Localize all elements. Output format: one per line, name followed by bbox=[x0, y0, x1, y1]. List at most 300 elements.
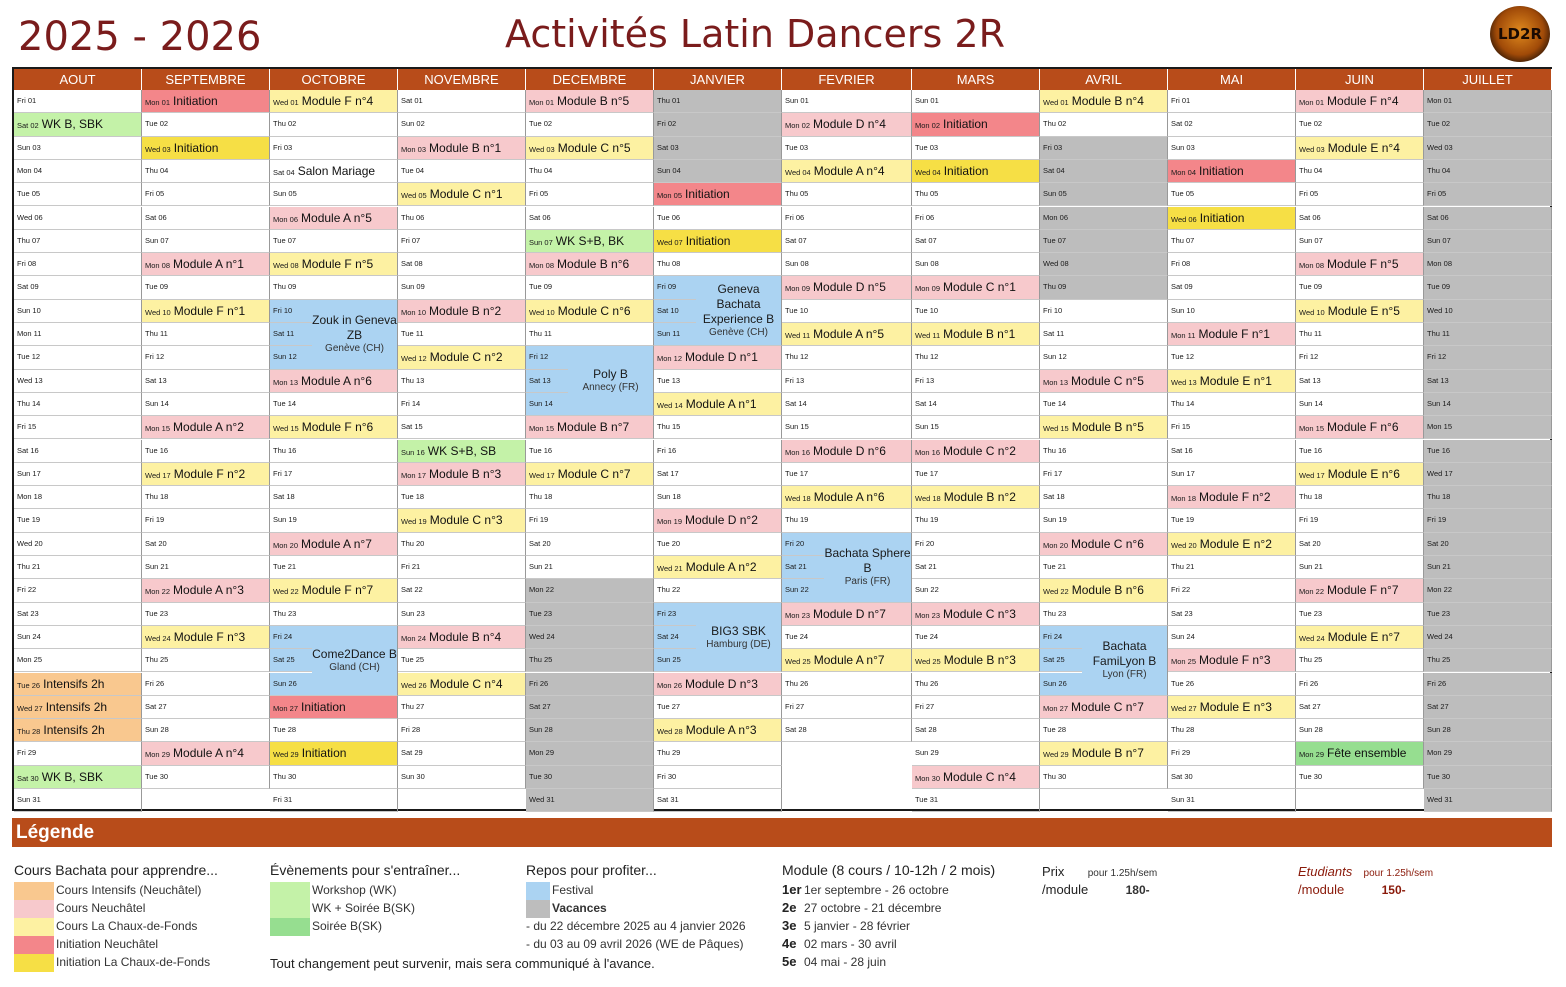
module-range: 5 janvier - 28 février bbox=[804, 919, 911, 933]
day-date: Sun 21 bbox=[145, 562, 169, 571]
price-label: Prix bbox=[1042, 864, 1065, 879]
day-cell bbox=[1296, 486, 1424, 509]
day-date: Thu 26 bbox=[785, 678, 809, 688]
day-event: Module F n°3 bbox=[1199, 653, 1271, 668]
festival-title: BIG3 SBK bbox=[711, 623, 766, 638]
day-cell bbox=[1424, 416, 1552, 439]
month-header: AVRIL bbox=[1040, 69, 1168, 90]
day-cell bbox=[1424, 393, 1552, 416]
day-cell bbox=[912, 160, 1040, 183]
day-date: Sat 20 bbox=[145, 538, 167, 548]
day-date: Fri 26 bbox=[1299, 678, 1319, 688]
day-cell bbox=[1168, 463, 1296, 486]
day-date: Sat 27 bbox=[145, 701, 167, 711]
legend-swatch bbox=[14, 936, 54, 954]
day-event: Module B n°6 bbox=[1071, 583, 1144, 598]
day-date: Tue 02 bbox=[529, 119, 553, 129]
day-cell bbox=[912, 276, 1040, 299]
day-event: Module B n°5 bbox=[557, 94, 630, 108]
day-cell bbox=[782, 113, 912, 136]
day-date: Fri 10 bbox=[1043, 305, 1063, 315]
day-event: Module F n°1 bbox=[1198, 327, 1270, 341]
day-date: Thu 05 bbox=[915, 189, 939, 199]
day-cell bbox=[1168, 370, 1296, 393]
day-cell bbox=[1424, 719, 1552, 742]
day-cell bbox=[1168, 113, 1296, 136]
day-date: Sun 31 bbox=[1171, 795, 1195, 804]
day-cell bbox=[270, 486, 398, 509]
day-date: Thu 18 bbox=[1427, 492, 1451, 502]
day-cell bbox=[782, 346, 912, 369]
day-cell bbox=[1296, 673, 1424, 696]
day-cell bbox=[526, 230, 654, 253]
day-cell bbox=[526, 719, 654, 742]
month-header: DECEMBRE bbox=[526, 69, 654, 90]
festival-location: Gland (CH) bbox=[329, 661, 380, 673]
day-event: Module F n°7 bbox=[301, 583, 374, 598]
day-event: Module A n°4 bbox=[813, 163, 885, 178]
day-cell bbox=[654, 463, 782, 486]
day-date: Sun 19 bbox=[1043, 515, 1067, 525]
day-cell bbox=[1168, 719, 1296, 742]
day-cell bbox=[912, 766, 1040, 789]
day-cell bbox=[1040, 719, 1168, 742]
day-event: Module A n°1 bbox=[685, 396, 757, 411]
day-event: Module A n°5 bbox=[813, 327, 885, 341]
day-date: Sat 01 bbox=[401, 96, 423, 105]
day-event: Module D n°3 bbox=[685, 676, 758, 691]
day-cell bbox=[270, 393, 398, 416]
day-cell bbox=[1296, 207, 1424, 230]
day-cell bbox=[1424, 370, 1552, 393]
day-date: Sat 13 bbox=[145, 375, 167, 385]
day-date: Sat 06 bbox=[1299, 212, 1321, 222]
day-cell bbox=[1424, 696, 1552, 719]
day-cell bbox=[1040, 276, 1168, 299]
day-date: Thu 30 bbox=[273, 771, 297, 781]
day-cell bbox=[912, 207, 1040, 230]
day-cell bbox=[1168, 556, 1296, 579]
day-date: Sun 08 bbox=[915, 259, 939, 269]
day-date: Sat 29 bbox=[401, 748, 423, 758]
legend-swatch bbox=[270, 918, 310, 936]
day-cell bbox=[1424, 766, 1552, 789]
day-cell bbox=[398, 579, 526, 602]
day-date: Tue 23 bbox=[529, 608, 553, 618]
day-cell bbox=[142, 113, 270, 136]
club-logo bbox=[1490, 6, 1550, 62]
day-event: Module F n°2 bbox=[1199, 490, 1271, 505]
day-cell bbox=[526, 556, 654, 579]
day-date: Fri 08 bbox=[17, 259, 37, 269]
day-cell bbox=[398, 113, 526, 136]
day-date: Fri 01 bbox=[1171, 96, 1191, 105]
day-date: Thu 21 bbox=[1171, 562, 1195, 571]
day-cell bbox=[1296, 370, 1424, 393]
day-cell bbox=[142, 556, 270, 579]
day-cell bbox=[1296, 346, 1424, 369]
day-date: Tue 11 bbox=[401, 329, 424, 338]
day-cell bbox=[782, 416, 912, 439]
day-date: Mon 03 bbox=[401, 144, 427, 154]
day-cell bbox=[526, 579, 654, 602]
day-date: Mon 13 bbox=[1043, 377, 1069, 387]
day-date: Sun 03 bbox=[1171, 142, 1195, 152]
day-date: Sun 03 bbox=[17, 142, 41, 152]
day-event: Module C n°1 bbox=[943, 280, 1016, 295]
day-cell bbox=[1424, 183, 1552, 206]
day-cell bbox=[1168, 673, 1296, 696]
day-date: Mon 05 bbox=[657, 191, 683, 201]
day-date: Wed 03 bbox=[1299, 144, 1325, 154]
day-cell bbox=[1296, 742, 1424, 765]
day-date: Wed 24 bbox=[1427, 631, 1453, 641]
day-event: Module B n°7 bbox=[1071, 746, 1144, 761]
day-date: Tue 02 bbox=[145, 119, 169, 129]
day-date: Mon 15 bbox=[529, 424, 555, 434]
day-date: Fri 05 bbox=[529, 189, 549, 199]
day-event: Module B n°1 bbox=[429, 140, 502, 155]
day-cell bbox=[1296, 183, 1424, 206]
month-header: JUILLET bbox=[1424, 69, 1552, 90]
day-cell bbox=[912, 370, 1040, 393]
day-event: Module F n°4 bbox=[301, 94, 374, 108]
day-date: Thu 12 bbox=[785, 352, 809, 362]
day-date: Fri 20 bbox=[785, 538, 805, 548]
day-cell bbox=[526, 742, 654, 765]
day-date: Mon 01 bbox=[1299, 98, 1325, 107]
day-cell bbox=[526, 160, 654, 183]
day-cell bbox=[526, 533, 654, 556]
day-date: Mon 24 bbox=[401, 633, 427, 643]
day-event: Module E n°1 bbox=[1199, 373, 1272, 388]
day-date: Sat 03 bbox=[657, 142, 679, 152]
day-date: Tue 21 bbox=[273, 562, 297, 571]
calendar-grid bbox=[12, 67, 1552, 811]
day-date: Sat 13 bbox=[529, 375, 551, 385]
festival-location: Hamburg (DE) bbox=[706, 638, 771, 650]
day-date: Sat 11 bbox=[273, 329, 295, 338]
day-cell bbox=[1040, 207, 1168, 230]
day-date: Tue 30 bbox=[529, 771, 553, 781]
day-date: Tue 18 bbox=[401, 492, 425, 502]
day-date: Tue 19 bbox=[1171, 515, 1195, 525]
day-cell bbox=[398, 393, 526, 416]
day-date: Mon 25 bbox=[1171, 657, 1197, 667]
day-cell bbox=[14, 509, 142, 532]
day-date: Thu 01 bbox=[657, 96, 681, 105]
module-number: 4e bbox=[782, 936, 797, 951]
day-date: Fri 30 bbox=[657, 771, 677, 781]
day-cell bbox=[912, 556, 1040, 579]
festival-event bbox=[1082, 626, 1168, 696]
day-date: Sat 20 bbox=[1427, 538, 1449, 548]
day-cell bbox=[398, 370, 526, 393]
module-number: 1er bbox=[782, 882, 802, 897]
day-cell bbox=[398, 207, 526, 230]
day-date: Tue 17 bbox=[785, 468, 809, 478]
day-cell bbox=[14, 230, 142, 253]
day-cell bbox=[270, 183, 398, 206]
day-cell bbox=[1040, 90, 1168, 113]
day-cell bbox=[14, 183, 142, 206]
legend-item bbox=[270, 881, 415, 899]
day-date: Fri 26 bbox=[1427, 678, 1447, 688]
legend-label: Workshop (WK) bbox=[312, 883, 397, 897]
day-date: Fri 06 bbox=[785, 212, 805, 222]
day-date: Fri 01 bbox=[17, 96, 37, 105]
day-cell bbox=[782, 253, 912, 276]
day-date: Wed 04 bbox=[915, 167, 941, 177]
day-event: Module F n°5 bbox=[301, 257, 374, 272]
day-date: Fri 22 bbox=[1171, 585, 1191, 595]
day-date: Sat 15 bbox=[401, 422, 423, 432]
day-cell bbox=[14, 160, 142, 183]
day-date: Tue 12 bbox=[17, 352, 41, 362]
festival-title: Zouk in Geneva ZB bbox=[312, 313, 397, 343]
day-date: Tue 10 bbox=[915, 305, 939, 315]
price-per: /module bbox=[1042, 882, 1089, 897]
day-cell bbox=[1040, 346, 1168, 369]
day-date: Wed 06 bbox=[1171, 214, 1197, 224]
day-date: Tue 30 bbox=[1299, 771, 1323, 781]
day-cell bbox=[912, 673, 1040, 696]
day-date: Fri 17 bbox=[273, 468, 293, 478]
day-cell bbox=[1296, 579, 1424, 602]
day-date: Fri 15 bbox=[17, 422, 37, 432]
price-block bbox=[1042, 863, 1192, 899]
festival-event bbox=[696, 276, 782, 346]
vacances-swatch bbox=[526, 900, 550, 918]
day-date: Fri 12 bbox=[1427, 352, 1447, 362]
day-cell bbox=[782, 300, 912, 323]
day-cell bbox=[1296, 113, 1424, 136]
day-cell bbox=[782, 90, 912, 113]
day-date: Thu 09 bbox=[1043, 282, 1067, 292]
day-date: Thu 21 bbox=[17, 562, 41, 571]
day-date: Tue 04 bbox=[401, 165, 425, 175]
day-date: Tue 05 bbox=[1171, 189, 1195, 199]
module-number: 2e bbox=[782, 900, 797, 915]
legend-repos-list bbox=[526, 881, 746, 953]
day-date: Fri 22 bbox=[17, 585, 37, 595]
day-date: Fri 12 bbox=[1299, 352, 1319, 362]
day-date: Mon 22 bbox=[1427, 585, 1453, 595]
day-cell bbox=[912, 463, 1040, 486]
day-cell bbox=[526, 463, 654, 486]
day-cell bbox=[912, 603, 1040, 626]
day-date: Fri 12 bbox=[529, 352, 549, 362]
day-cell bbox=[782, 509, 912, 532]
day-event: Module C n°3 bbox=[429, 513, 503, 528]
legend-item bbox=[14, 935, 210, 953]
day-cell bbox=[1168, 207, 1296, 230]
day-date: Fri 08 bbox=[1171, 259, 1191, 269]
day-cell bbox=[782, 649, 912, 672]
day-date: Thu 08 bbox=[657, 259, 681, 269]
day-cell bbox=[526, 603, 654, 626]
day-cell bbox=[14, 207, 142, 230]
day-cell bbox=[142, 253, 270, 276]
day-event: Module C n°1 bbox=[429, 187, 503, 202]
day-event: Module E n°2 bbox=[1199, 536, 1272, 551]
day-cell bbox=[1168, 789, 1296, 812]
day-cell bbox=[654, 160, 782, 183]
day-cell bbox=[1296, 323, 1424, 346]
day-cell bbox=[398, 276, 526, 299]
day-date: Wed 20 bbox=[1171, 540, 1197, 550]
day-date: Wed 18 bbox=[915, 494, 941, 504]
month-header: OCTOBRE bbox=[270, 69, 398, 90]
day-event: Module C n°6 bbox=[1071, 536, 1144, 551]
day-cell bbox=[654, 579, 782, 602]
day-cell bbox=[1424, 160, 1552, 183]
day-cell bbox=[142, 649, 270, 672]
day-cell bbox=[526, 696, 654, 719]
module-period bbox=[782, 953, 949, 971]
day-cell bbox=[14, 533, 142, 556]
day-cell bbox=[654, 183, 782, 206]
legend-notice: Tout changement peut survenir, mais sera communiqué à l'avance. bbox=[270, 956, 655, 971]
day-date: Tue 16 bbox=[1427, 445, 1451, 455]
day-date: Mon 08 bbox=[529, 261, 555, 271]
day-event: Module D n°4 bbox=[813, 117, 886, 132]
day-cell bbox=[142, 533, 270, 556]
day-date: Sun 14 bbox=[1427, 398, 1451, 408]
day-date: Mon 11 bbox=[1171, 331, 1196, 340]
day-date: Sun 07 bbox=[1427, 235, 1451, 245]
day-date: Sun 28 bbox=[145, 725, 169, 735]
vacances-label: Vacances bbox=[552, 901, 607, 915]
day-cell bbox=[1040, 183, 1168, 206]
day-date: Tue 30 bbox=[145, 771, 169, 781]
day-date: Thu 14 bbox=[1171, 398, 1195, 408]
day-date: Wed 10 bbox=[529, 307, 555, 317]
day-date: Wed 18 bbox=[785, 494, 811, 504]
festival-title: Poly B bbox=[593, 367, 628, 382]
legend-item bbox=[14, 899, 210, 917]
day-date: Fri 09 bbox=[657, 282, 677, 292]
day-cell bbox=[1168, 486, 1296, 509]
legend-swatch bbox=[14, 900, 54, 918]
legend-swatch bbox=[270, 900, 310, 918]
day-date: Fri 17 bbox=[1043, 468, 1063, 478]
day-date: Sat 23 bbox=[17, 608, 39, 618]
day-cell bbox=[1168, 253, 1296, 276]
day-event: Initiation bbox=[685, 187, 730, 202]
day-cell bbox=[270, 463, 398, 486]
day-date: Tue 28 bbox=[1043, 725, 1067, 735]
day-date: Sun 09 bbox=[401, 282, 425, 292]
day-date: Sun 15 bbox=[785, 422, 809, 432]
day-date: Wed 24 bbox=[145, 633, 171, 643]
day-cell bbox=[526, 90, 654, 113]
day-date: Fri 21 bbox=[401, 562, 421, 571]
day-date: Tue 09 bbox=[529, 282, 553, 292]
day-date: Wed 24 bbox=[529, 631, 555, 641]
day-date: Sun 23 bbox=[401, 608, 425, 618]
day-cell bbox=[14, 253, 142, 276]
day-date: Sun 28 bbox=[1299, 725, 1323, 735]
day-event: Module B n°6 bbox=[557, 257, 630, 272]
day-event: Module D n°7 bbox=[813, 606, 886, 621]
day-event: Module B n°7 bbox=[557, 420, 630, 435]
day-event: Module B n°4 bbox=[429, 629, 502, 644]
day-cell bbox=[1168, 230, 1296, 253]
day-cell bbox=[1040, 696, 1168, 719]
day-date: Thu 11 bbox=[145, 329, 168, 338]
day-cell bbox=[270, 113, 398, 136]
day-date: Mon 08 bbox=[1427, 259, 1453, 269]
day-cell bbox=[1040, 603, 1168, 626]
day-cell bbox=[142, 207, 270, 230]
day-cell bbox=[1424, 253, 1552, 276]
day-date: Thu 30 bbox=[1043, 771, 1067, 781]
day-cell bbox=[782, 393, 912, 416]
module-number: 5e bbox=[782, 954, 797, 969]
festival-event bbox=[312, 300, 398, 370]
day-date: Mon 25 bbox=[17, 655, 43, 665]
day-date: Sun 21 bbox=[1299, 562, 1323, 571]
day-date: Mon 15 bbox=[1427, 422, 1453, 432]
day-cell bbox=[782, 696, 912, 719]
season-year: 2025 - 2026 bbox=[18, 14, 262, 60]
day-date: Tue 09 bbox=[1299, 282, 1323, 292]
day-cell bbox=[1168, 603, 1296, 626]
day-date: Wed 27 bbox=[1171, 703, 1197, 713]
legend-swatch bbox=[14, 954, 54, 972]
day-date: Fri 03 bbox=[1043, 142, 1063, 152]
day-date: Thu 29 bbox=[657, 748, 681, 758]
day-event: Module F n°6 bbox=[1327, 420, 1399, 435]
day-date: Mon 08 bbox=[1299, 261, 1325, 271]
day-date: Tue 02 bbox=[1427, 119, 1451, 129]
day-event: Module F n°2 bbox=[173, 466, 246, 481]
day-date: Wed 03 bbox=[145, 144, 171, 154]
day-date: Mon 06 bbox=[1043, 212, 1069, 222]
student-per: /module bbox=[1298, 882, 1345, 897]
day-cell bbox=[1040, 509, 1168, 532]
day-cell bbox=[1424, 556, 1552, 579]
month-header: SEPTEMBRE bbox=[142, 69, 270, 90]
day-date: Sun 12 bbox=[1043, 352, 1067, 362]
day-date: Sat 10 bbox=[657, 305, 679, 315]
day-date: Fri 10 bbox=[273, 305, 293, 315]
day-date: Wed 15 bbox=[273, 424, 299, 434]
day-cell bbox=[270, 603, 398, 626]
day-date: Sun 21 bbox=[1427, 562, 1451, 571]
day-date: Sun 04 bbox=[657, 165, 681, 175]
day-cell bbox=[654, 719, 782, 742]
festival-event bbox=[312, 626, 398, 696]
day-cell bbox=[142, 346, 270, 369]
day-cell bbox=[142, 90, 270, 113]
festival-location: Lyon (FR) bbox=[1102, 669, 1147, 681]
day-cell bbox=[1168, 90, 1296, 113]
day-date: Tue 23 bbox=[1299, 608, 1323, 618]
day-cell bbox=[142, 463, 270, 486]
day-cell bbox=[1168, 696, 1296, 719]
legend-festival bbox=[526, 881, 746, 899]
day-date: Sat 13 bbox=[1299, 375, 1321, 385]
legend-swatch bbox=[14, 918, 54, 936]
day-date: Tue 19 bbox=[17, 515, 41, 525]
day-date: Mon 06 bbox=[273, 214, 299, 224]
day-cell bbox=[1296, 416, 1424, 439]
day-cell bbox=[142, 276, 270, 299]
day-cell bbox=[782, 673, 912, 696]
day-date: Tue 24 bbox=[785, 631, 809, 641]
